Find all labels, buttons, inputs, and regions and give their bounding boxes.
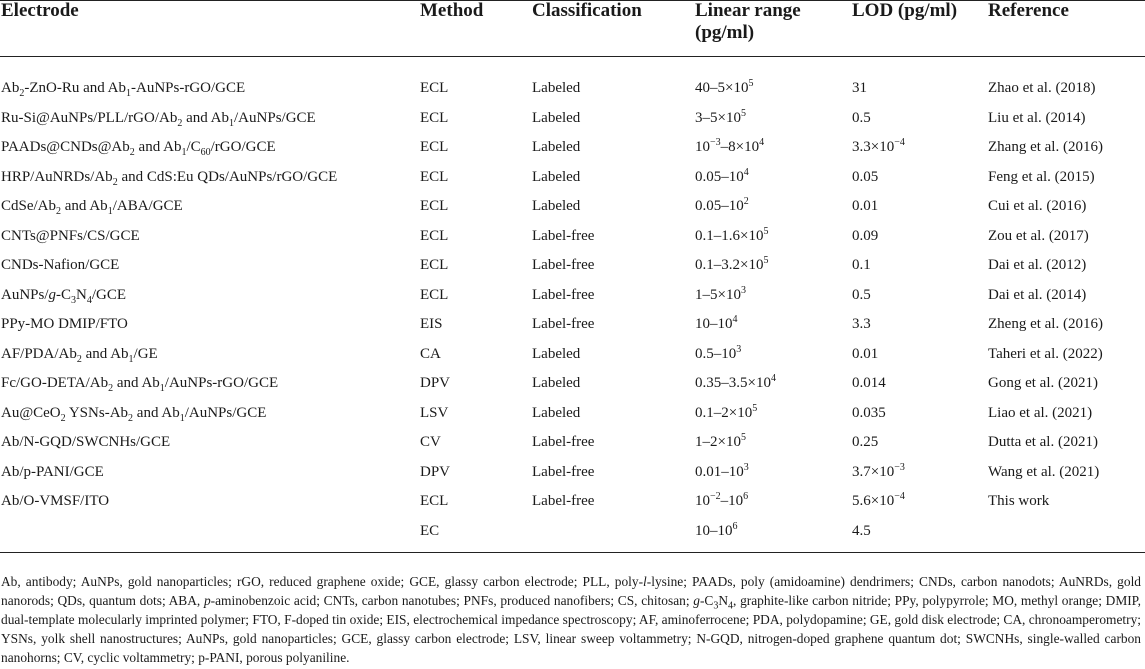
cell-lod: 0.5 — [852, 109, 871, 126]
cell-lod: $3.7\times 10^{-3}$ — [852, 461, 905, 480]
cell-linear-range: $1-5\times 10^3$ — [695, 284, 746, 303]
cell-classification: Label-free — [532, 434, 595, 450]
table-header-row — [0, 0, 1145, 56]
cell-method: ECL — [420, 139, 449, 155]
cell-reference: Taheri et al. (2022) — [988, 345, 1103, 362]
header-lod: LOD (pg/ml) — [852, 0, 958, 21]
table-body — [0, 74, 1145, 546]
cell-linear-range: $0.1-2\times 10^5$ — [695, 402, 758, 421]
cell-linear-range: $0.1-1.6\times 10^5$ — [695, 225, 769, 244]
table-row — [0, 281, 1145, 311]
cell-lod: 0.25 — [852, 434, 879, 450]
cell-method: LSV — [420, 404, 449, 421]
cell-electrode: Ab/N-GQD/SWCNHs/GCE — [1, 434, 171, 450]
cell-lod: 31 — [852, 80, 867, 96]
header-method: Method — [420, 0, 484, 21]
table-header-rule — [0, 56, 1145, 57]
cell-lod: $3.3\times 10^{-4}$ — [852, 137, 905, 155]
cell-electrode: HRP/$AuNRDs/Ab_2$ and CdS:Eu QDs/AuNPs/rGO/GCE — [1, 168, 338, 188]
cell-linear-range: $3-5\times 10^5$ — [695, 107, 746, 126]
table-row — [0, 74, 1145, 104]
cell-classification: Labeled — [532, 375, 581, 391]
cell-method: ECL — [420, 168, 449, 185]
table-bottom-rule — [0, 552, 1145, 553]
cell-electrode: PPy-MO DMIP/FTO — [1, 316, 128, 332]
table-row — [0, 310, 1145, 340]
cell-classification: Label-free — [532, 227, 595, 244]
cell-classification: Label-free — [532, 493, 595, 509]
cell-electrode: Ab/p-PANI/GCE — [1, 463, 104, 480]
cell-electrode: Ab/O-VMSF/ITO — [1, 493, 110, 509]
cell-classification: Labeled — [532, 80, 581, 96]
cell-method: ECL — [420, 198, 449, 214]
header-reference: Reference — [988, 0, 1069, 21]
table-row — [0, 340, 1145, 370]
cell-reference: Dai et al. (2014) — [988, 286, 1087, 303]
cell-reference: Liao et al. (2021) — [988, 404, 1093, 421]
cell-method: ECL — [420, 257, 449, 273]
cell-method: EIS — [420, 316, 443, 332]
cell-electrode: $PAADs@CNDs@Ab_2$ and $Ab_1/C_{60}/rGO$/GCE — [1, 139, 276, 158]
cell-electrode: $Fc/GO-DETA/Ab_2$ and $Ab_1/AuNPs-rGO$/GCE — [1, 375, 279, 394]
cell-reference: Dutta et al. (2021) — [988, 434, 1098, 450]
cell-lod: 0.01 — [852, 198, 879, 214]
cell-reference: Zheng et al. (2016) — [988, 316, 1103, 332]
table-footnote: Ab, antibody; AuNPs, gold nanoparticles; rGO, reduced graphene oxide; GCE, glassy carbon electrode; PLL, poly-l-lysine; PAADs, poly (amidoamine) dendrimers; CNDs, carbon nanodots; AuNRDs, gold nanorods; QDs, quantum dots; ABA, p-aminobenzoic acid; CNTs, carbon nanotubes; PNFs, produced nanofibers; CS, chitosan; $g-C_3N_4$, graphite-like carbon nitride; PPy, polypyrrole; MO, methyl orange; DMIP, dual-template molecularly imprinted polymer; FTO, F-doped tin oxide; EIS, electrochemical impedance spectroscopy; AF, aminoferrocene; PDA, polydopamine; GE, gold disk electrode; CA, chronoamperometry; YSNs, yolk shell nanostructures; AuNPs, gold nanoparticles; GCE, glassy carbon electrode; LSV, linear sweep voltammetry; N-GQD, nitrogen-doped graphene quantum dot; SWCNHs, single-walled carbon nanohorns; CV, cyclic voltammetry; p-PANI, porous polyaniline. — [1, 574, 1141, 665]
header-classification: Classification — [532, 0, 642, 21]
cell-linear-range: $0.05-10^2$ — [695, 196, 749, 214]
cell-method: ECL — [420, 109, 449, 126]
table-row — [0, 192, 1145, 222]
cell-classification: Labeled — [532, 198, 581, 214]
cell-method: DPV — [420, 463, 451, 480]
cell-lod: 0.01 — [852, 345, 879, 362]
cell-reference: Wang et al. (2021) — [988, 463, 1100, 480]
table-row — [0, 517, 1145, 547]
table-row — [0, 133, 1145, 163]
cell-classification: Label-free — [532, 316, 595, 332]
cell-linear-range: $0.01-10^3$ — [695, 461, 749, 480]
cell-reference: This work — [988, 493, 1050, 509]
cell-linear-range: $0.5-10^3$ — [695, 343, 742, 362]
cell-lod: 0.5 — [852, 286, 871, 303]
table-row — [0, 399, 1145, 429]
table-row — [0, 428, 1145, 458]
cell-linear-range: $40-5\times 10^5$ — [695, 78, 754, 96]
cell-method: ECL — [420, 80, 449, 96]
cell-lod: 0.05 — [852, 168, 879, 185]
cell-electrode: CNTs@PNFs/CS/GCE — [1, 227, 140, 244]
table-row — [0, 163, 1145, 193]
cell-classification: Labeled — [532, 404, 581, 421]
cell-classification: Labeled — [532, 109, 581, 126]
table-row — [0, 369, 1145, 399]
cell-electrode: CdSe/$Ab_2$ and $Ab_1/ABA$/GCE — [1, 198, 183, 217]
header-linear-range: Linear range (pg/ml) — [695, 0, 801, 43]
cell-electrode: $Ab_2-ZnO-Ru$ and $Ab_1-AuNPs-rGO$/GCE — [1, 80, 246, 99]
cell-electrode: $AF/PDA/Ab_2$ and $Ab_1/GE$ — [1, 345, 158, 365]
cell-linear-range: $10^{-3}-8\times 10^4$ — [695, 137, 765, 155]
cell-linear-range: $0.05-10^4$ — [695, 166, 749, 185]
cell-electrode: CNDs-Nafion/GCE — [1, 257, 120, 273]
cell-lod: 0.014 — [852, 375, 886, 391]
cell-linear-range: $10-10^4$ — [695, 314, 738, 332]
header-electrode: Electrode — [1, 0, 79, 21]
cell-linear-range: $0.1-3.2\times 10^5$ — [695, 255, 769, 273]
cell-classification: Label-free — [532, 463, 595, 480]
cell-electrode: Au@CeO$_2$ YSNs-$Ab_2$ and $Ab_1/AuNPs$/GCE — [1, 404, 267, 424]
cell-reference: Dai et al. (2012) — [988, 257, 1087, 273]
cell-reference: Feng et al. (2015) — [988, 168, 1095, 185]
cell-linear-range: $1-2\times 10^5$ — [695, 432, 746, 450]
cell-linear-range: $10^{-2}-10^6$ — [695, 491, 749, 509]
table-row — [0, 487, 1145, 517]
cell-electrode: AuNPs/$g-C_3N_4$/GCE — [1, 286, 127, 306]
cell-classification: Label-free — [532, 286, 595, 303]
cell-reference: Gong et al. (2021) — [988, 375, 1098, 391]
cell-method: ECL — [420, 286, 449, 303]
cell-reference: Zou et al. (2017) — [988, 227, 1089, 244]
cell-lod: 4.5 — [852, 522, 871, 539]
cell-lod: 0.09 — [852, 227, 879, 244]
table-row — [0, 104, 1145, 134]
table-row — [0, 222, 1145, 252]
cell-reference: Zhang et al. (2016) — [988, 139, 1103, 155]
cell-classification: Labeled — [532, 168, 581, 185]
cell-linear-range: $0.35-3.5\times 10^4$ — [695, 373, 776, 391]
cell-lod: 0.1 — [852, 257, 871, 273]
cell-reference: Liu et al. (2014) — [988, 109, 1086, 126]
cell-reference: Zhao et al. (2018) — [988, 80, 1096, 96]
cell-method: ECL — [420, 227, 449, 244]
table-row — [0, 251, 1145, 281]
cell-electrode: $Ru-Si@AuNPs/PLL/rGO/Ab_2$ and $Ab_1/AuNPs$/GCE — [1, 109, 316, 129]
cell-classification: Labeled — [532, 345, 581, 362]
cell-lod: 3.3 — [852, 316, 871, 332]
cell-method: ECL — [420, 493, 449, 509]
cell-reference: Cui et al. (2016) — [988, 198, 1087, 214]
table-row — [0, 458, 1145, 488]
cell-method: EC — [420, 522, 440, 539]
cell-linear-range: $10-10^6$ — [695, 520, 738, 539]
cell-method: DPV — [420, 375, 451, 391]
cell-classification: Label-free — [532, 257, 595, 273]
cell-lod: $5.6\times 10^{-4}$ — [852, 491, 905, 509]
cell-classification: Labeled — [532, 139, 581, 155]
cell-lod: 0.035 — [852, 404, 886, 421]
cell-method: CA — [420, 345, 441, 362]
cell-method: CV — [420, 434, 441, 450]
